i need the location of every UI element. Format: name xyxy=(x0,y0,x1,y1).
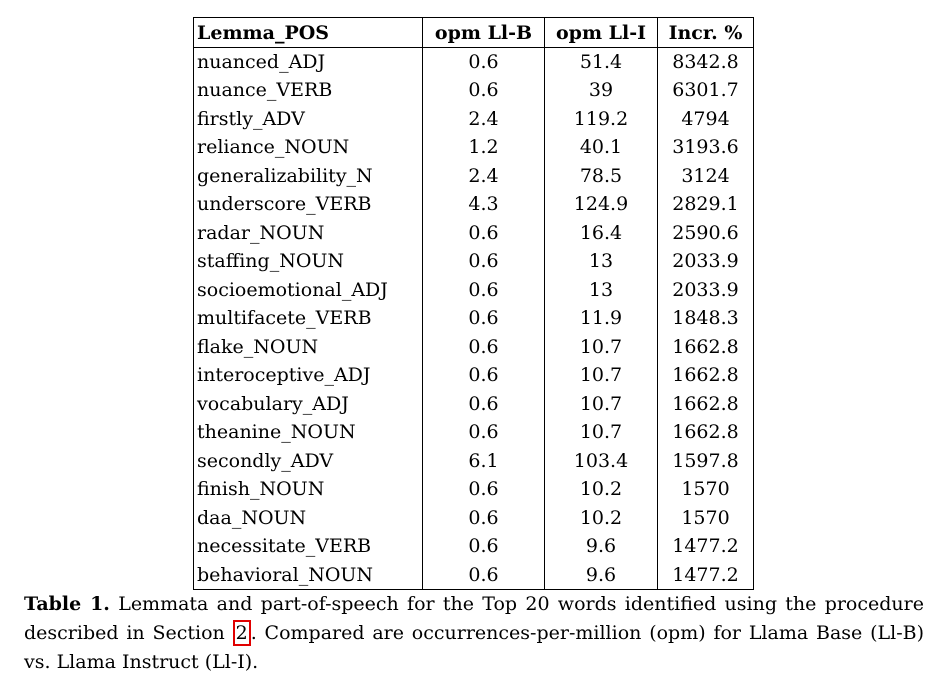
cell-lemma-pos: behavioral_NOUN xyxy=(194,561,423,590)
table-row xyxy=(194,361,754,390)
caption-text-before: Lemmata and part-of-speech for the Top 20 words identified using the procedure described in Section xyxy=(24,593,924,644)
cell-incr-pct: 2590.6 xyxy=(658,219,754,248)
cell-opm-llb: 0.6 xyxy=(423,504,545,533)
cell-opm-llb: 0.6 xyxy=(423,361,545,390)
results-table xyxy=(193,17,754,590)
header-incr-pct: Incr. % xyxy=(658,18,754,48)
cell-lemma-pos: necessitate_VERB xyxy=(194,532,423,561)
cell-lemma-pos: interoceptive_ADJ xyxy=(194,361,423,390)
cell-lemma-pos: nuance_VERB xyxy=(194,76,423,105)
cell-incr-pct: 1477.2 xyxy=(658,532,754,561)
cell-incr-pct: 1570 xyxy=(658,504,754,533)
header-opm-llb: opm Ll-B xyxy=(423,18,545,48)
cell-opm-llb: 0.6 xyxy=(423,48,545,77)
cell-lemma-pos: flake_NOUN xyxy=(194,333,423,362)
table-row xyxy=(194,333,754,362)
section-reference-link[interactable]: 2 xyxy=(233,620,251,646)
cell-incr-pct: 3124 xyxy=(658,162,754,191)
cell-incr-pct: 2829.1 xyxy=(658,190,754,219)
cell-opm-lli: 10.7 xyxy=(545,333,658,362)
table-row xyxy=(194,532,754,561)
cell-opm-llb: 0.6 xyxy=(423,418,545,447)
cell-incr-pct: 1570 xyxy=(658,475,754,504)
cell-opm-llb: 0.6 xyxy=(423,247,545,276)
caption-text-after: . Compared are occurrences-per-million (opm) for Llama Base (Ll-B) vs. Llama Instruct (Ll-I). xyxy=(24,622,925,673)
cell-opm-llb: 0.6 xyxy=(423,390,545,419)
table-row xyxy=(194,504,754,533)
table-row xyxy=(194,247,754,276)
cell-incr-pct: 1848.3 xyxy=(658,304,754,333)
cell-opm-llb: 0.6 xyxy=(423,76,545,105)
cell-opm-llb: 6.1 xyxy=(423,447,545,476)
cell-lemma-pos: finish_NOUN xyxy=(194,475,423,504)
header-opm-lli: opm Ll-I xyxy=(545,18,658,48)
table-row xyxy=(194,447,754,476)
cell-opm-lli: 103.4 xyxy=(545,447,658,476)
cell-opm-llb: 0.6 xyxy=(423,333,545,362)
cell-incr-pct: 1477.2 xyxy=(658,561,754,590)
cell-lemma-pos: radar_NOUN xyxy=(194,219,423,248)
table-row xyxy=(194,105,754,134)
cell-incr-pct: 2033.9 xyxy=(658,276,754,305)
cell-lemma-pos: socioemotional_ADJ xyxy=(194,276,423,305)
cell-opm-lli: 39 xyxy=(545,76,658,105)
cell-lemma-pos: nuanced_ADJ xyxy=(194,48,423,77)
cell-incr-pct: 2033.9 xyxy=(658,247,754,276)
cell-opm-lli: 10.2 xyxy=(545,475,658,504)
cell-incr-pct: 1662.8 xyxy=(658,333,754,362)
table-caption xyxy=(24,590,924,677)
cell-opm-llb: 0.6 xyxy=(423,304,545,333)
cell-opm-llb: 0.6 xyxy=(423,475,545,504)
cell-lemma-pos: secondly_ADV xyxy=(194,447,423,476)
cell-opm-llb: 0.6 xyxy=(423,561,545,590)
cell-lemma-pos: vocabulary_ADJ xyxy=(194,390,423,419)
cell-opm-lli: 13 xyxy=(545,276,658,305)
header-lemma-pos: Lemma_POS xyxy=(194,18,423,48)
cell-incr-pct: 6301.7 xyxy=(658,76,754,105)
cell-opm-llb: 1.2 xyxy=(423,133,545,162)
cell-incr-pct: 1662.8 xyxy=(658,361,754,390)
cell-opm-lli: 40.1 xyxy=(545,133,658,162)
cell-opm-lli: 13 xyxy=(545,247,658,276)
cell-opm-lli: 78.5 xyxy=(545,162,658,191)
cell-lemma-pos: generalizability_N xyxy=(194,162,423,191)
table-row xyxy=(194,48,754,77)
cell-incr-pct: 1662.8 xyxy=(658,418,754,447)
cell-opm-llb: 2.4 xyxy=(423,162,545,191)
cell-opm-llb: 0.6 xyxy=(423,532,545,561)
cell-opm-lli: 10.7 xyxy=(545,390,658,419)
cell-incr-pct: 1662.8 xyxy=(658,390,754,419)
table-row xyxy=(194,561,754,590)
cell-opm-lli: 10.2 xyxy=(545,504,658,533)
cell-incr-pct: 4794 xyxy=(658,105,754,134)
table-body xyxy=(194,48,754,590)
cell-lemma-pos: firstly_ADV xyxy=(194,105,423,134)
cell-opm-llb: 4.3 xyxy=(423,190,545,219)
cell-lemma-pos: staffing_NOUN xyxy=(194,247,423,276)
cell-opm-lli: 124.9 xyxy=(545,190,658,219)
table-row xyxy=(194,133,754,162)
cell-opm-lli: 9.6 xyxy=(545,532,658,561)
table-row xyxy=(194,276,754,305)
table-row xyxy=(194,418,754,447)
cell-opm-llb: 0.6 xyxy=(423,219,545,248)
cell-incr-pct: 8342.8 xyxy=(658,48,754,77)
cell-opm-lli: 10.7 xyxy=(545,361,658,390)
caption-label: Table 1. xyxy=(24,593,110,615)
table-row xyxy=(194,76,754,105)
table-row xyxy=(194,190,754,219)
cell-lemma-pos: reliance_NOUN xyxy=(194,133,423,162)
table-row xyxy=(194,390,754,419)
table-row xyxy=(194,475,754,504)
cell-lemma-pos: underscore_VERB xyxy=(194,190,423,219)
cell-opm-llb: 2.4 xyxy=(423,105,545,134)
cell-opm-llb: 0.6 xyxy=(423,276,545,305)
table-header-row xyxy=(194,18,754,48)
table-row xyxy=(194,219,754,248)
cell-opm-lli: 16.4 xyxy=(545,219,658,248)
table-row xyxy=(194,162,754,191)
cell-opm-lli: 11.9 xyxy=(545,304,658,333)
cell-opm-lli: 9.6 xyxy=(545,561,658,590)
cell-lemma-pos: theanine_NOUN xyxy=(194,418,423,447)
cell-incr-pct: 1597.8 xyxy=(658,447,754,476)
cell-opm-lli: 10.7 xyxy=(545,418,658,447)
cell-lemma-pos: multifacete_VERB xyxy=(194,304,423,333)
table-row xyxy=(194,304,754,333)
cell-opm-lli: 51.4 xyxy=(545,48,658,77)
cell-incr-pct: 3193.6 xyxy=(658,133,754,162)
cell-lemma-pos: daa_NOUN xyxy=(194,504,423,533)
cell-opm-lli: 119.2 xyxy=(545,105,658,134)
